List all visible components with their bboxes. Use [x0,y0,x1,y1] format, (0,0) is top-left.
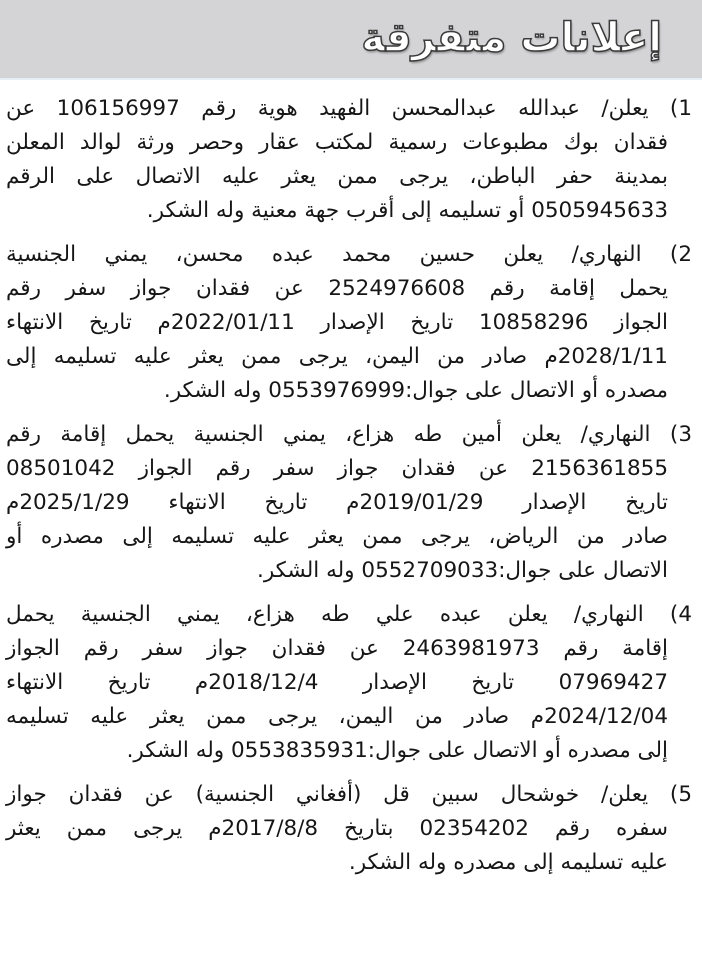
ad-line: 2156361855 عن فقدان جواز سفر رقم الجواز 08501042 [6,456,668,481]
ad-line: إقامة رقم 2463981973 عن فقدان جواز سفر رقم الجواز [6,636,669,661]
ad-line: مصدره أو الاتصال على جوال:0553976999 وله الشكر. [163,378,668,403]
ad-item-3 [6,418,692,588]
ad-line: 3) النهاري/ يعلن أمين طه هزاع، يمني الجنسية يحمل إقامة رقم [6,422,692,447]
ad-line: عليه تسليمه إلى مصدره وله الشكر. [348,850,668,875]
ad-item-4 [6,598,692,768]
ad-line: 2028/1/11م صادر من اليمن، يرجى ممن يعثر عليه تسليمه إلى [6,344,668,369]
ad-line: بمدينة حفر الباطن، يرجى ممن يعثر عليه الاتصال على الرقم [6,164,668,189]
ad-line: يحمل إقامة رقم 2524976608 عن فقدان جواز سفر رقم [6,276,668,301]
ad-line: 2) النهاري/ يعلن حسين محمد عبده محسن، يمني الجنسية [6,242,692,267]
section-header [0,0,702,80]
ad-line: إلى مصدره أو الاتصال على جوال:0553835931 وله الشكر. [126,738,668,763]
ad-line: الجواز 10858296 تاريخ الإصدار 2022/01/11م تاريخ الانتهاء [6,310,669,335]
ad-line: سفره رقم 02354202 بتاريخ 2017/8/8م يرجى ممن يعثر [6,816,669,841]
ad-line: تاريخ الإصدار 2019/01/29م تاريخ الانتهاء 2025/1/29م [6,490,668,515]
ad-line: 0505945633 أو تسليمه إلى أقرب جهة معنية وله الشكر. [146,198,668,223]
ad-line: 07969427 تاريخ الإصدار 2018/12/4م تاريخ الانتهاء [6,670,668,695]
classified-ads-list [0,80,702,880]
ad-item-5 [6,778,692,880]
ad-line: 1) يعلن/ عبدالله عبدالمحسن الفهيد هوية رقم 106156997 عن [6,96,692,121]
ad-line: 5) يعلن/ خوشحال سبين قل (أفغاني الجنسية) عن فقدان جواز [6,782,692,807]
ad-line: 4) النهاري/ يعلن عبده علي طه هزاع، يمني الجنسية يحمل [6,602,692,627]
ad-line: صادر من الرياض، يرجى ممن يعثر عليه تسليمه إلى مصدره أو [6,524,668,549]
ad-item-1 [6,92,692,228]
ad-line: فقدان بوك مطبوعات رسمية لمكتب عقار وحصر ورثة لوالد المعلن [6,130,668,155]
section-title: إعلانات متفرقة [361,15,662,61]
ad-line: 2024/12/04م صادر من اليمن، يرجى ممن يعثر عليه تسليمه [6,704,668,729]
ad-line: الاتصال على جوال:0552709033 وله الشكر. [256,558,668,583]
ad-item-2 [6,238,692,408]
